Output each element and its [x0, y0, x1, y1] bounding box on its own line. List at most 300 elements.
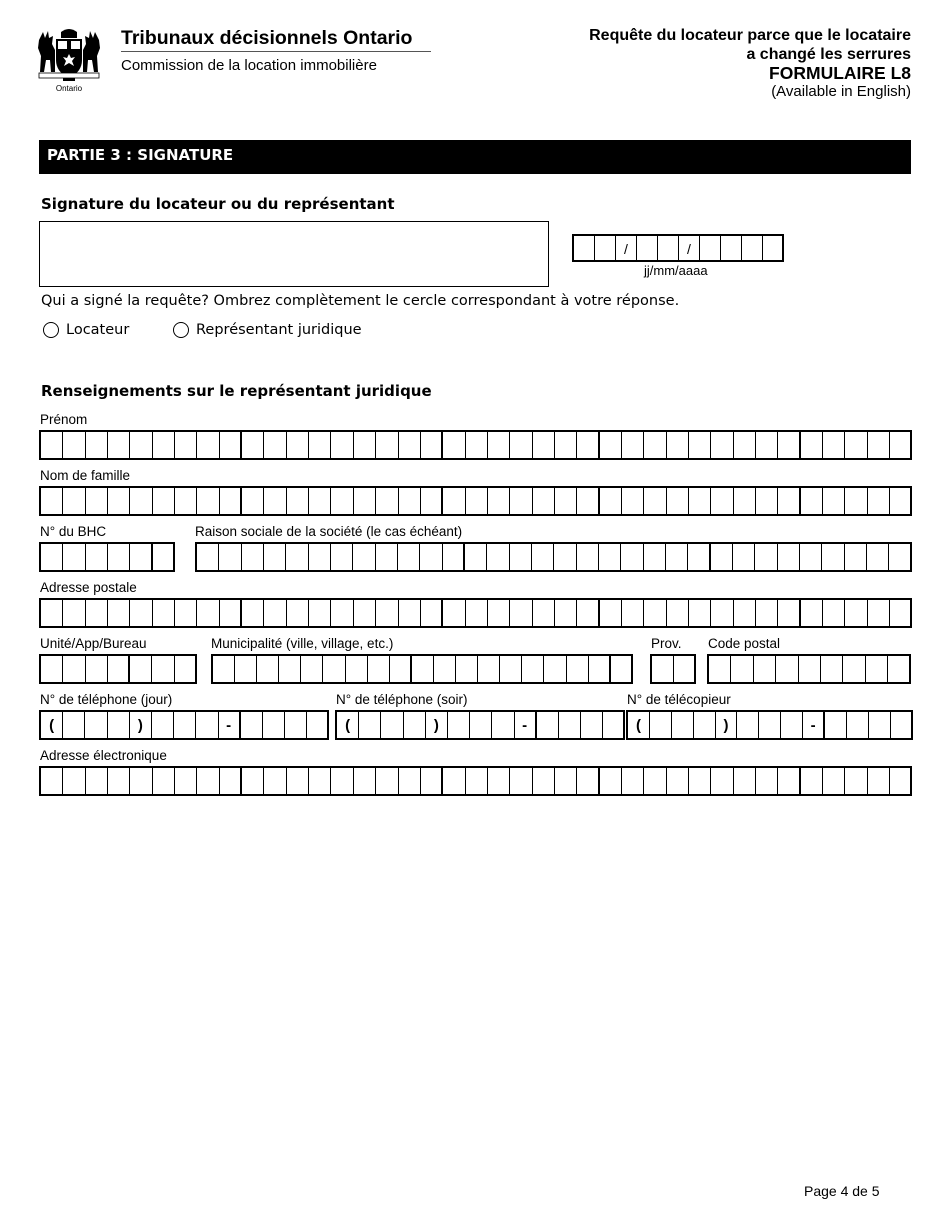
char-cell[interactable] — [754, 656, 776, 682]
char-cell[interactable] — [603, 712, 625, 738]
char-cell[interactable] — [399, 600, 421, 626]
char-cell[interactable] — [86, 600, 108, 626]
char-cell[interactable] — [63, 768, 85, 794]
char-cell[interactable] — [644, 488, 666, 514]
char-cell[interactable] — [845, 768, 867, 794]
char-cell[interactable] — [323, 656, 345, 682]
char-cell[interactable] — [85, 712, 107, 738]
date-separator: / — [616, 236, 637, 262]
char-cell[interactable] — [868, 768, 890, 794]
char-cell[interactable] — [843, 656, 865, 682]
char-cell[interactable] — [41, 600, 63, 626]
form-title-block — [589, 26, 911, 101]
char-cell[interactable] — [731, 656, 753, 682]
char-cell[interactable] — [434, 656, 456, 682]
char-cell[interactable] — [488, 432, 510, 458]
char-cell[interactable] — [778, 544, 800, 570]
char-cell[interactable] — [331, 432, 353, 458]
municipality-label: Municipalité (ville, village, etc.) — [211, 636, 394, 651]
char-cell[interactable] — [600, 488, 622, 514]
char-cell[interactable] — [466, 488, 488, 514]
char-cell[interactable] — [242, 544, 264, 570]
char-cell[interactable] — [41, 432, 63, 458]
char-cell[interactable] — [823, 488, 845, 514]
char-cell[interactable] — [667, 432, 689, 458]
char-cell[interactable] — [130, 432, 152, 458]
char-cell[interactable] — [412, 656, 434, 682]
char-cell[interactable] — [867, 544, 889, 570]
char-cell[interactable] — [611, 656, 633, 682]
char-cell[interactable] — [466, 600, 488, 626]
char-cell[interactable] — [63, 432, 85, 458]
company-name-field[interactable] — [195, 542, 912, 572]
char-cell[interactable] — [108, 488, 130, 514]
char-cell[interactable] — [399, 488, 421, 514]
char-cell[interactable] — [689, 600, 711, 626]
char-cell[interactable] — [86, 656, 108, 682]
char-cell[interactable] — [734, 432, 756, 458]
char-cell[interactable] — [175, 656, 197, 682]
char-cell[interactable] — [346, 656, 368, 682]
char-cell[interactable] — [399, 432, 421, 458]
char-cell[interactable] — [672, 712, 694, 738]
char-cell[interactable] — [868, 488, 890, 514]
char-cell[interactable] — [63, 544, 85, 570]
date-year-digit[interactable] — [763, 236, 784, 262]
char-cell[interactable] — [175, 600, 197, 626]
date-year-digit[interactable] — [742, 236, 763, 262]
char-cell[interactable] — [756, 488, 778, 514]
char-cell[interactable] — [381, 712, 403, 738]
char-cell[interactable] — [331, 544, 353, 570]
char-cell[interactable] — [153, 488, 175, 514]
phone-day-label: N° de téléphone (jour) — [40, 692, 173, 707]
char-cell[interactable] — [868, 432, 890, 458]
form-language-note: (Available in English) — [771, 83, 911, 100]
char-cell[interactable] — [108, 432, 130, 458]
char-cell[interactable] — [822, 544, 844, 570]
date-month-digit[interactable] — [637, 236, 658, 262]
char-cell[interactable] — [219, 544, 241, 570]
char-cell[interactable] — [331, 488, 353, 514]
char-cell[interactable] — [689, 488, 711, 514]
char-cell[interactable] — [287, 432, 309, 458]
char-cell[interactable] — [510, 488, 532, 514]
unit-field[interactable] — [39, 654, 197, 684]
char-cell[interactable] — [309, 488, 331, 514]
char-cell[interactable] — [537, 712, 559, 738]
char-cell[interactable] — [589, 656, 611, 682]
char-cell[interactable] — [197, 488, 219, 514]
char-cell[interactable] — [652, 656, 674, 682]
char-cell[interactable] — [488, 600, 510, 626]
radio-circle-icon[interactable] — [43, 322, 59, 338]
signature-field[interactable] — [39, 221, 549, 287]
char-cell[interactable] — [63, 600, 85, 626]
char-cell[interactable] — [734, 600, 756, 626]
char-cell[interactable] — [197, 768, 219, 794]
char-cell[interactable] — [709, 656, 731, 682]
char-cell[interactable] — [41, 488, 63, 514]
char-cell[interactable] — [734, 488, 756, 514]
char-cell[interactable] — [650, 712, 672, 738]
char-cell[interactable] — [577, 768, 599, 794]
province-field[interactable] — [650, 654, 696, 684]
char-cell[interactable] — [868, 600, 890, 626]
char-cell[interactable] — [689, 768, 711, 794]
char-cell[interactable] — [130, 544, 152, 570]
char-cell[interactable] — [264, 544, 286, 570]
char-cell[interactable] — [420, 544, 442, 570]
char-cell[interactable] — [644, 768, 666, 794]
char-cell[interactable] — [781, 712, 803, 738]
char-cell[interactable] — [689, 432, 711, 458]
char-cell[interactable] — [869, 712, 891, 738]
date-year-digit[interactable] — [700, 236, 721, 262]
char-cell[interactable] — [421, 432, 443, 458]
ontario-coat-of-arms-logo — [35, 26, 103, 94]
phone-paren-open: ( — [628, 712, 650, 738]
char-cell[interactable] — [86, 432, 108, 458]
first-name-label: Prénom — [40, 412, 88, 427]
char-cell[interactable] — [522, 656, 544, 682]
char-cell[interactable] — [825, 712, 847, 738]
char-cell[interactable] — [220, 488, 242, 514]
company-name-label: Raison sociale de la société (le cas échéant) — [195, 524, 463, 539]
date-day-digit[interactable] — [574, 236, 595, 262]
char-cell[interactable] — [533, 600, 555, 626]
char-cell[interactable] — [399, 768, 421, 794]
char-cell[interactable] — [544, 656, 566, 682]
char-cell[interactable] — [554, 544, 576, 570]
char-cell[interactable] — [309, 600, 331, 626]
char-cell[interactable] — [220, 432, 242, 458]
municipality-field[interactable] — [211, 654, 633, 684]
char-cell[interactable] — [153, 544, 175, 570]
char-cell[interactable] — [532, 544, 554, 570]
char-cell[interactable] — [666, 544, 688, 570]
char-cell[interactable] — [734, 768, 756, 794]
char-cell[interactable] — [674, 656, 696, 682]
char-cell[interactable] — [220, 600, 242, 626]
char-cell[interactable] — [354, 432, 376, 458]
char-cell[interactable] — [667, 488, 689, 514]
char-cell[interactable] — [533, 768, 555, 794]
char-cell[interactable] — [353, 544, 375, 570]
char-cell[interactable] — [821, 656, 843, 682]
char-cell[interactable] — [376, 488, 398, 514]
radio-circle-icon[interactable] — [173, 322, 189, 338]
char-cell[interactable] — [555, 768, 577, 794]
char-cell[interactable] — [711, 488, 733, 514]
char-cell[interactable] — [694, 712, 716, 738]
char-cell[interactable] — [776, 656, 798, 682]
char-cell[interactable] — [492, 712, 514, 738]
char-cell[interactable] — [555, 600, 577, 626]
char-cell[interactable] — [621, 544, 643, 570]
char-cell[interactable] — [801, 600, 823, 626]
char-cell[interactable] — [86, 488, 108, 514]
char-cell[interactable] — [197, 544, 219, 570]
char-cell[interactable] — [354, 600, 376, 626]
char-cell[interactable] — [264, 600, 286, 626]
char-cell[interactable] — [153, 432, 175, 458]
last-name-field[interactable] — [39, 486, 912, 516]
char-cell[interactable] — [86, 768, 108, 794]
char-cell[interactable] — [242, 768, 264, 794]
char-cell[interactable] — [41, 544, 63, 570]
char-cell[interactable] — [153, 600, 175, 626]
char-cell[interactable] — [287, 768, 309, 794]
char-cell[interactable] — [331, 768, 353, 794]
char-cell[interactable] — [398, 544, 420, 570]
char-cell[interactable] — [286, 544, 308, 570]
char-cell[interactable] — [737, 712, 759, 738]
char-cell[interactable] — [152, 712, 174, 738]
char-cell[interactable] — [354, 488, 376, 514]
char-cell[interactable] — [376, 432, 398, 458]
char-cell[interactable] — [108, 544, 130, 570]
char-cell[interactable] — [175, 768, 197, 794]
char-cell[interactable] — [533, 488, 555, 514]
signature-date-field[interactable] — [572, 234, 784, 262]
char-cell[interactable] — [421, 488, 443, 514]
char-cell[interactable] — [130, 488, 152, 514]
char-cell[interactable] — [443, 488, 465, 514]
char-cell[interactable] — [478, 656, 500, 682]
char-cell[interactable] — [41, 768, 63, 794]
char-cell[interactable] — [866, 656, 888, 682]
char-cell[interactable] — [778, 768, 800, 794]
char-cell[interactable] — [376, 600, 398, 626]
char-cell[interactable] — [287, 600, 309, 626]
lso-number-label: N° du BHC — [40, 524, 107, 539]
char-cell[interactable] — [264, 432, 286, 458]
char-cell[interactable] — [443, 432, 465, 458]
char-cell[interactable] — [175, 432, 197, 458]
char-cell[interactable] — [309, 768, 331, 794]
char-cell[interactable] — [487, 544, 509, 570]
char-cell[interactable] — [890, 488, 912, 514]
char-cell[interactable] — [63, 488, 85, 514]
char-cell[interactable] — [108, 600, 130, 626]
char-cell[interactable] — [175, 488, 197, 514]
char-cell[interactable] — [823, 600, 845, 626]
char-cell[interactable] — [465, 544, 487, 570]
char-cell[interactable] — [488, 488, 510, 514]
char-cell[interactable] — [890, 432, 912, 458]
char-cell[interactable] — [108, 768, 130, 794]
date-year-digit[interactable] — [721, 236, 742, 262]
char-cell[interactable] — [354, 768, 376, 794]
char-cell[interactable] — [421, 600, 443, 626]
char-cell[interactable] — [443, 600, 465, 626]
char-cell[interactable] — [823, 768, 845, 794]
char-cell[interactable] — [309, 544, 331, 570]
char-cell[interactable] — [443, 768, 465, 794]
char-cell[interactable] — [778, 432, 800, 458]
char-cell[interactable] — [510, 600, 532, 626]
char-cell[interactable] — [555, 432, 577, 458]
char-cell[interactable] — [86, 544, 108, 570]
char-cell[interactable] — [577, 600, 599, 626]
char-cell[interactable] — [801, 432, 823, 458]
char-cell[interactable] — [63, 656, 85, 682]
phone-day-field[interactable] — [39, 710, 329, 740]
date-month-digit[interactable] — [658, 236, 679, 262]
province-label: Prov. — [651, 636, 682, 651]
char-cell[interactable] — [667, 600, 689, 626]
char-cell[interactable] — [263, 712, 285, 738]
char-cell[interactable] — [600, 432, 622, 458]
radio-option-landlord[interactable] — [43, 322, 129, 338]
char-cell[interactable] — [510, 544, 532, 570]
char-cell[interactable] — [622, 488, 644, 514]
char-cell[interactable] — [213, 656, 235, 682]
form-title-line1: Requête du locateur parce que le locataire — [589, 27, 911, 44]
char-cell[interactable] — [759, 712, 781, 738]
char-cell[interactable] — [301, 656, 323, 682]
char-cell[interactable] — [890, 600, 912, 626]
char-cell[interactable] — [197, 432, 219, 458]
char-cell[interactable] — [404, 712, 426, 738]
char-cell[interactable] — [823, 432, 845, 458]
char-cell[interactable] — [152, 656, 174, 682]
char-cell[interactable] — [359, 712, 381, 738]
char-cell[interactable] — [799, 656, 821, 682]
char-cell[interactable] — [577, 432, 599, 458]
char-cell[interactable] — [264, 768, 286, 794]
char-cell[interactable] — [376, 544, 398, 570]
char-cell[interactable] — [242, 600, 264, 626]
char-cell[interactable] — [845, 432, 867, 458]
char-cell[interactable] — [577, 488, 599, 514]
char-cell[interactable] — [845, 488, 867, 514]
char-cell[interactable] — [845, 600, 867, 626]
char-cell[interactable] — [778, 488, 800, 514]
char-cell[interactable] — [456, 656, 478, 682]
char-cell[interactable] — [257, 656, 279, 682]
char-cell[interactable] — [510, 432, 532, 458]
char-cell[interactable] — [448, 712, 470, 738]
char-cell[interactable] — [235, 656, 257, 682]
char-cell[interactable] — [130, 768, 152, 794]
char-cell[interactable] — [688, 544, 710, 570]
char-cell[interactable] — [443, 544, 465, 570]
char-cell[interactable] — [756, 432, 778, 458]
char-cell[interactable] — [242, 488, 264, 514]
char-cell[interactable] — [801, 488, 823, 514]
char-cell[interactable] — [309, 432, 331, 458]
char-cell[interactable] — [644, 544, 666, 570]
char-cell[interactable] — [755, 544, 777, 570]
char-cell[interactable] — [285, 712, 307, 738]
char-cell[interactable] — [599, 544, 621, 570]
char-cell[interactable] — [279, 656, 301, 682]
char-cell[interactable] — [644, 432, 666, 458]
char-cell[interactable] — [153, 768, 175, 794]
char-cell[interactable] — [287, 488, 309, 514]
postal-code-field[interactable] — [707, 654, 911, 684]
char-cell[interactable] — [800, 544, 822, 570]
char-cell[interactable] — [600, 768, 622, 794]
char-cell[interactable] — [890, 768, 912, 794]
char-cell[interactable] — [264, 488, 286, 514]
char-cell[interactable] — [466, 432, 488, 458]
char-cell[interactable] — [533, 432, 555, 458]
char-cell[interactable] — [667, 768, 689, 794]
radio-option-legal-representative[interactable] — [173, 322, 362, 338]
fax-field[interactable] — [626, 710, 913, 740]
char-cell[interactable] — [577, 544, 599, 570]
char-cell[interactable] — [130, 600, 152, 626]
char-cell[interactable] — [108, 712, 130, 738]
char-cell[interactable] — [510, 768, 532, 794]
char-cell[interactable] — [555, 488, 577, 514]
char-cell[interactable] — [130, 656, 152, 682]
char-cell[interactable] — [108, 656, 130, 682]
phone-evening-field[interactable] — [335, 710, 625, 740]
char-cell[interactable] — [331, 600, 353, 626]
char-cell[interactable] — [220, 768, 242, 794]
char-cell[interactable] — [488, 768, 510, 794]
first-name-field[interactable] — [39, 430, 912, 460]
char-cell[interactable] — [196, 712, 218, 738]
char-cell[interactable] — [559, 712, 581, 738]
char-cell[interactable] — [376, 768, 398, 794]
char-cell[interactable] — [644, 600, 666, 626]
char-cell[interactable] — [470, 712, 492, 738]
char-cell[interactable] — [63, 712, 85, 738]
char-cell[interactable] — [711, 600, 733, 626]
char-cell[interactable] — [733, 544, 755, 570]
char-cell[interactable] — [778, 600, 800, 626]
char-cell[interactable] — [888, 656, 910, 682]
char-cell[interactable] — [891, 712, 913, 738]
char-cell[interactable] — [174, 712, 196, 738]
char-cell[interactable] — [801, 768, 823, 794]
char-cell[interactable] — [241, 712, 263, 738]
char-cell[interactable] — [500, 656, 522, 682]
char-cell[interactable] — [197, 600, 219, 626]
char-cell[interactable] — [756, 768, 778, 794]
postal-address-field[interactable] — [39, 598, 912, 628]
char-cell[interactable] — [567, 656, 589, 682]
char-cell[interactable] — [368, 656, 390, 682]
date-day-digit[interactable] — [595, 236, 616, 262]
char-cell[interactable] — [847, 712, 869, 738]
email-field[interactable] — [39, 766, 912, 796]
char-cell[interactable] — [307, 712, 329, 738]
char-cell[interactable] — [889, 544, 911, 570]
lso-number-field[interactable] — [39, 542, 175, 572]
char-cell[interactable] — [421, 768, 443, 794]
char-cell[interactable] — [622, 768, 644, 794]
char-cell[interactable] — [711, 544, 733, 570]
char-cell[interactable] — [242, 432, 264, 458]
char-cell[interactable] — [756, 600, 778, 626]
char-cell[interactable] — [600, 600, 622, 626]
char-cell[interactable] — [622, 432, 644, 458]
char-cell[interactable] — [711, 432, 733, 458]
char-cell[interactable] — [41, 656, 63, 682]
char-cell[interactable] — [581, 712, 603, 738]
char-cell[interactable] — [622, 600, 644, 626]
char-cell[interactable] — [711, 768, 733, 794]
char-cell[interactable] — [390, 656, 412, 682]
char-cell[interactable] — [845, 544, 867, 570]
char-cell[interactable] — [466, 768, 488, 794]
